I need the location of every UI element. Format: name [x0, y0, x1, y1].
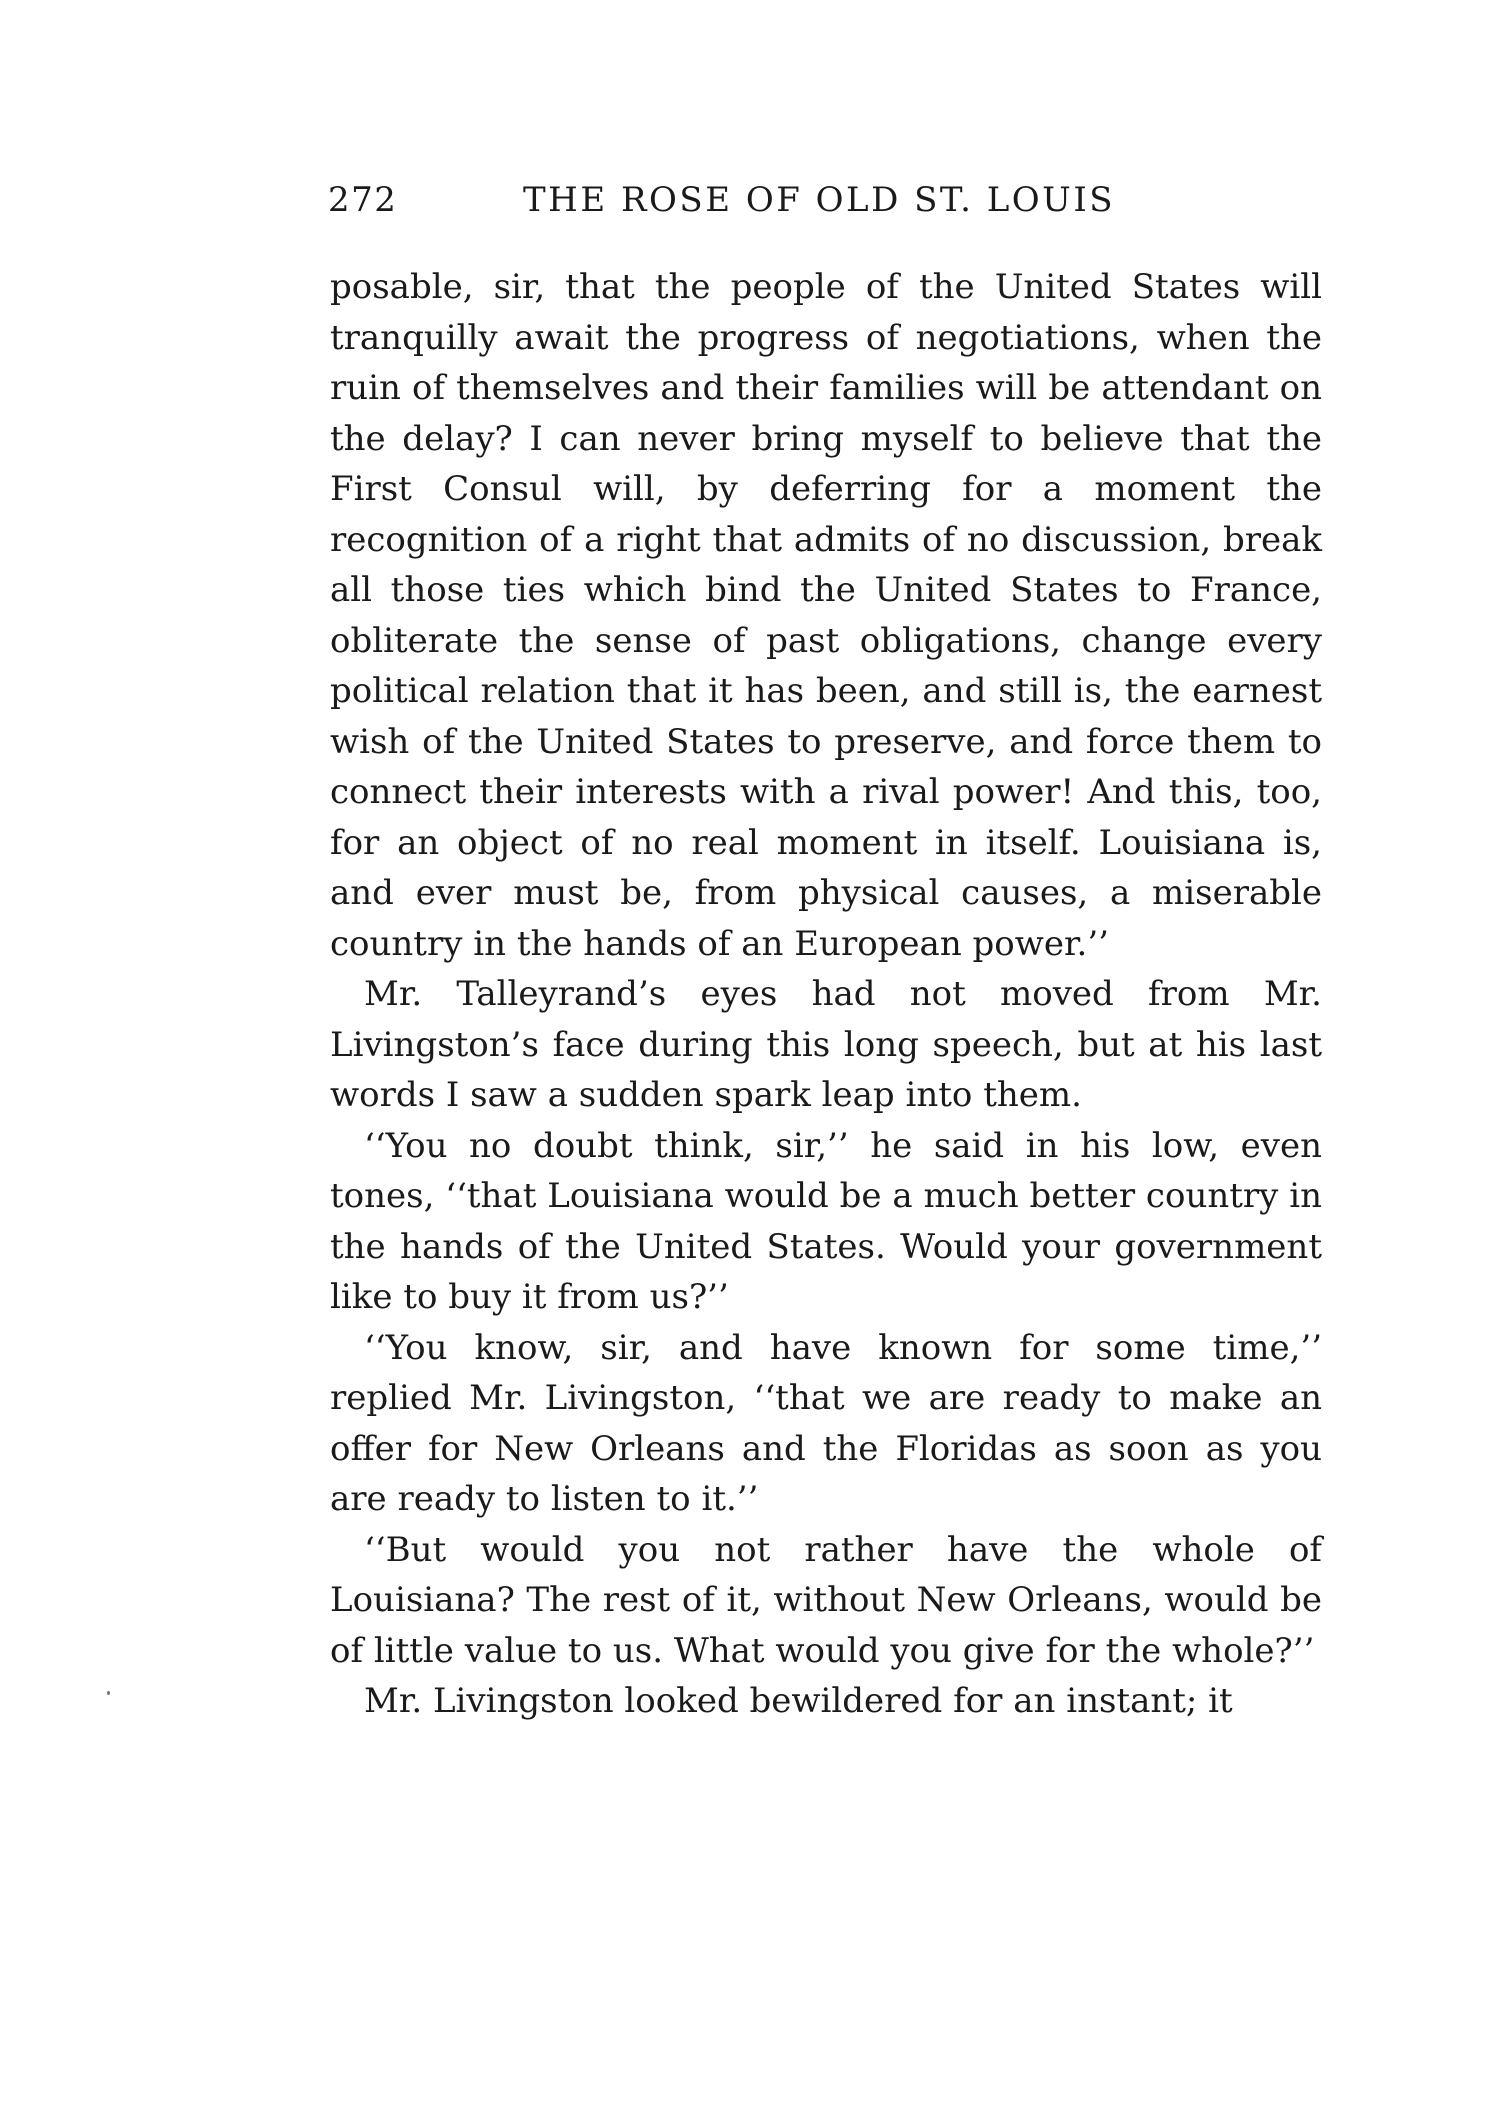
paragraph: Mr. Livingston looked bewildered for an instant; it: [364, 1681, 1233, 1721]
paragraph: ‘‘You no doubt think, sir,’’ he said in his low, even tones, ‘‘that Louisiana would be a much better country in the hands of the United States. Would your government like to buy it from us?’’: [330, 1125, 1322, 1317]
paragraph: ‘‘But would you not rather have the whole of Louisiana? The rest of it, without New Orleans, would be of little value to us. What would you give for the whole?’’: [330, 1529, 1322, 1671]
page-number: 272: [328, 180, 398, 220]
paragraph-continued: posable, sir, that the people of the United States will tranquilly await the progress of negotiations, when the ruin of themselves and their families will be attendant on the delay? I can never bring myself to believe that the First Consul will, by deferring for a moment the recognition of a right that admits of no discussion, break all those ties which bind the United States to France, obliterate the sense of past obligations, change every political relation that it has been, and still is, the earnest wish of the United States to preserve, and force them to connect their interests with a rival power! And this, too, for an object of no real moment in itself. Louisiana is, and ever must be, from physical causes, a miserable country in the hands of an European power.’’: [330, 267, 1322, 964]
running-head: [328, 180, 1152, 230]
body-text: [330, 262, 1322, 1727]
paragraph: Mr. Talleyrand’s eyes had not moved from Mr. Livingston’s face during this long speech, but at his last words I saw a sudden spark leap into them.: [330, 974, 1322, 1115]
ink-speck: [107, 1691, 110, 1695]
book-title: THE ROSE OF OLD ST. LOUIS: [523, 180, 1116, 220]
paragraph: ‘‘You know, sir, and have known for some time,’’ replied Mr. Livingston, ‘‘that we are ready to make an offer for New Orleans and the Floridas as soon as you are ready to listen to it.’’: [330, 1327, 1322, 1519]
